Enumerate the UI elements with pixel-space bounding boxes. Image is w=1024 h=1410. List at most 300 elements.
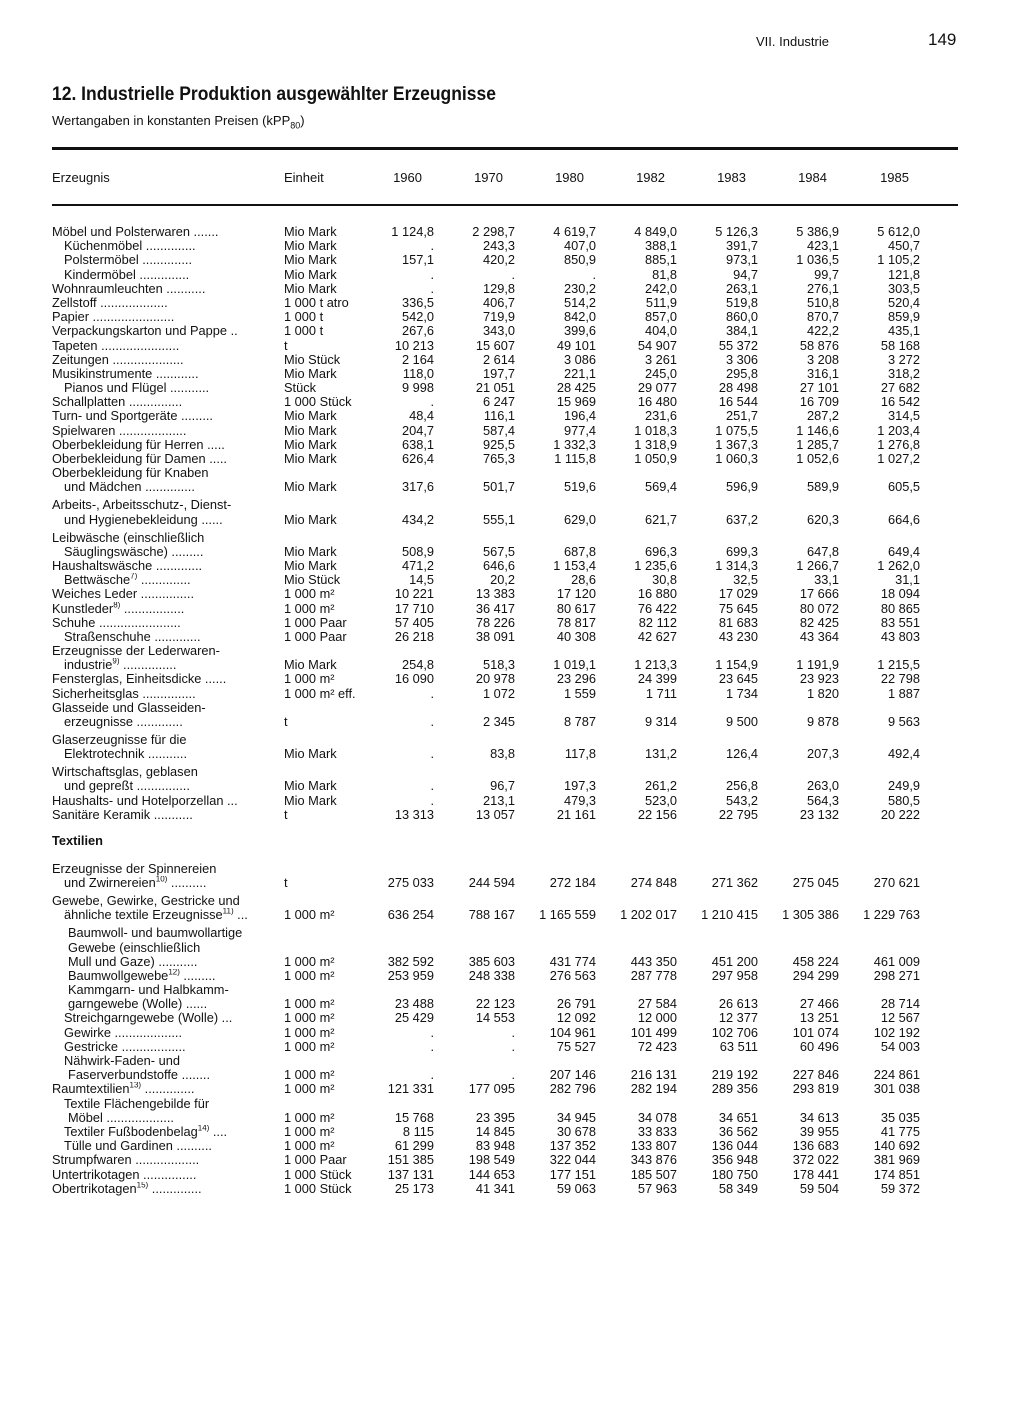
value-cell: 136 683 xyxy=(792,1138,839,1154)
table-row xyxy=(0,733,1024,747)
leader-dots: ......... xyxy=(179,968,216,983)
value-cell: 636 254 xyxy=(387,907,434,923)
value-cell: 31,1 xyxy=(895,572,920,588)
table-row xyxy=(0,765,1024,779)
value-cell: 157,1 xyxy=(401,252,434,268)
unit-cell: Mio Mark xyxy=(284,224,337,239)
value-cell: 1 711 xyxy=(645,685,677,701)
value-cell: 25 173 xyxy=(394,1180,434,1196)
value-cell: 3 306 xyxy=(725,351,758,367)
value-cell: 1 318,9 xyxy=(634,436,677,452)
value-cell: . xyxy=(430,792,434,808)
value-cell: 1 559 xyxy=(563,685,596,701)
value-cell: 1 050,9 xyxy=(634,451,677,466)
unit-cell: Mio Mark xyxy=(284,657,337,673)
unit-cell: Mio Mark xyxy=(284,511,337,527)
product-label xyxy=(52,808,266,822)
value-cell: 219 192 xyxy=(711,1067,758,1083)
value-cell: 27 466 xyxy=(799,996,839,1012)
value-cell: 26 791 xyxy=(556,996,596,1012)
product-name: Raumtextilien xyxy=(52,1082,130,1097)
value-cell: 870,7 xyxy=(806,309,839,325)
table-row xyxy=(0,1182,1024,1196)
value-cell: 303,5 xyxy=(887,280,920,296)
table-row xyxy=(0,1125,1024,1139)
value-cell: 1 276,8 xyxy=(877,436,920,452)
value-cell: 34 945 xyxy=(556,1109,596,1125)
value-cell: 596,9 xyxy=(725,479,758,495)
product-label xyxy=(52,424,266,438)
table-row xyxy=(0,409,1024,423)
value-cell: 2 614 xyxy=(482,351,515,367)
value-cell: 1 202 017 xyxy=(620,907,677,923)
unit-cell: 1 000 m² xyxy=(284,586,335,602)
unit-cell: Mio Mark xyxy=(284,280,337,296)
value-cell: 80 072 xyxy=(799,600,839,616)
value-cell: 13 313 xyxy=(394,806,434,822)
value-cell: 25 429 xyxy=(394,1010,434,1026)
value-cell: 36 562 xyxy=(718,1123,758,1139)
value-cell: 22 123 xyxy=(475,996,515,1012)
product-label xyxy=(52,587,266,601)
value-cell: 49 101 xyxy=(556,337,596,353)
value-cell: 1 367,3 xyxy=(715,436,758,452)
value-cell: . xyxy=(511,1038,515,1054)
product-name: Elektrotechnik ........... xyxy=(64,747,188,762)
leader-dots: ............... xyxy=(119,658,177,673)
unit-cell: Mio Mark xyxy=(284,252,337,268)
value-cell: 9 314 xyxy=(644,714,677,729)
value-cell: 21 051 xyxy=(475,380,515,396)
value-cell: 185 507 xyxy=(630,1166,677,1182)
product-name: Gewebe, Gewirke, Gestricke und xyxy=(52,894,240,909)
value-cell: 298 271 xyxy=(873,967,920,983)
unit-cell: Mio Mark xyxy=(284,365,337,381)
value-cell: 12 000 xyxy=(637,1010,677,1026)
table-row xyxy=(0,672,1024,686)
value-cell: 16 480 xyxy=(637,394,677,410)
product-label xyxy=(52,644,266,658)
table-row xyxy=(0,1026,1024,1040)
value-cell: 253 959 xyxy=(387,967,434,983)
table-row xyxy=(0,1011,1024,1025)
product-name: Gestricke .................. xyxy=(64,1039,186,1054)
table-row xyxy=(0,997,1024,1011)
value-cell: 314,5 xyxy=(887,408,920,424)
section-heading: Textilien xyxy=(52,833,103,848)
product-name: Spielwaren ................... xyxy=(52,423,187,438)
unit-cell: 1 000 t xyxy=(284,309,324,325)
product-label xyxy=(52,672,266,686)
value-cell: 514,2 xyxy=(563,294,596,310)
value-cell: 13 057 xyxy=(475,806,515,822)
value-cell: 22 156 xyxy=(637,806,677,822)
table-row xyxy=(0,452,1024,466)
product-name: Baumwoll- und baumwollartige xyxy=(68,926,243,941)
value-cell: 17 710 xyxy=(394,600,434,616)
value-cell: 126,4 xyxy=(725,746,758,762)
value-cell: 508,9 xyxy=(401,543,434,559)
unit-cell: 1 000 m² xyxy=(284,600,335,616)
value-cell: 9 500 xyxy=(725,714,758,729)
product-name: Kammgarn- und Halbkamm- xyxy=(68,983,229,998)
value-cell: 83 948 xyxy=(475,1138,515,1154)
product-label xyxy=(64,239,266,253)
unit-cell: 1 000 m² xyxy=(284,907,335,923)
unit-cell: 1 000 m² xyxy=(284,1024,335,1040)
product-name: Baumwollgewebe xyxy=(68,968,169,983)
value-cell: 78 817 xyxy=(556,614,596,630)
value-cell: 270 621 xyxy=(873,875,920,891)
product-name: Wohnraumleuchten ........... xyxy=(52,281,206,296)
value-cell: 101 499 xyxy=(630,1024,677,1040)
value-cell: 471,2 xyxy=(401,557,434,573)
value-cell: 15 607 xyxy=(475,337,515,353)
value-cell: 263,0 xyxy=(806,778,839,794)
table-row xyxy=(0,225,1024,239)
unit-cell: 1 000 m² xyxy=(284,996,335,1012)
table-row xyxy=(0,268,1024,282)
value-cell: 1 820 xyxy=(806,685,839,701)
value-cell: 17 666 xyxy=(799,586,839,602)
product-label xyxy=(64,747,266,761)
value-cell: 207,3 xyxy=(806,746,839,762)
subtitle-subscript: 80 xyxy=(290,120,301,131)
table-row xyxy=(0,1040,1024,1054)
product-label xyxy=(52,687,266,701)
product-name: und gepreßt ............... xyxy=(64,779,190,794)
value-cell: . xyxy=(511,1067,515,1083)
product-name: Weiches Leder ............... xyxy=(52,587,195,602)
value-cell: 24 399 xyxy=(637,671,677,687)
table-row xyxy=(0,381,1024,395)
footnote-marker: 7) xyxy=(130,573,138,581)
value-cell: 1 235,6 xyxy=(634,557,677,573)
value-cell: 136 044 xyxy=(711,1138,758,1154)
product-label xyxy=(52,1182,266,1196)
product-name: Haushaltswäsche ............. xyxy=(52,558,203,573)
value-cell: 15 969 xyxy=(556,394,596,410)
value-cell: 80 865 xyxy=(880,600,920,616)
unit-cell: t xyxy=(284,806,288,822)
value-cell: 9 878 xyxy=(806,714,839,729)
value-cell: 23 296 xyxy=(556,671,596,687)
product-name: Tülle und Gardinen .......... xyxy=(64,1139,212,1154)
column-header-year: 1960 xyxy=(393,170,422,185)
value-cell: 3 086 xyxy=(563,351,596,367)
value-cell: 17 120 xyxy=(556,586,596,602)
product-label xyxy=(52,559,266,573)
product-name: Kunstleder xyxy=(52,601,114,616)
value-cell: 8 115 xyxy=(402,1123,434,1139)
product-label xyxy=(52,367,266,381)
table-row xyxy=(0,498,1024,512)
value-cell: 244 594 xyxy=(468,875,515,891)
value-cell: 1 146,6 xyxy=(796,422,839,438)
product-label xyxy=(52,339,266,353)
product-label xyxy=(52,1082,266,1096)
table-row xyxy=(0,794,1024,808)
value-cell: 1 060,3 xyxy=(715,451,758,466)
unit-cell: 1 000 m² xyxy=(284,1138,335,1154)
value-cell: 336,5 xyxy=(401,294,434,310)
value-cell: 30,8 xyxy=(652,572,677,588)
value-cell: 10 221 xyxy=(394,586,434,602)
value-cell: 242,0 xyxy=(644,280,677,296)
value-cell: 196,4 xyxy=(563,408,596,424)
product-label xyxy=(64,253,266,267)
value-cell: 133 807 xyxy=(630,1138,677,1154)
value-cell: 16 544 xyxy=(718,394,758,410)
product-name: Wirtschaftsglas, geblasen xyxy=(52,765,198,780)
product-label xyxy=(68,941,266,955)
value-cell: 29 077 xyxy=(637,380,677,396)
product-label xyxy=(64,1125,266,1139)
value-cell: 230,2 xyxy=(563,280,596,296)
product-name: Nähwirk-Faden- und xyxy=(64,1054,180,1068)
value-cell: 14 845 xyxy=(475,1123,515,1139)
value-cell: 20 222 xyxy=(880,806,920,822)
product-name: Küchenmöbel .............. xyxy=(64,239,196,254)
product-name: Gewebe (einschließlich xyxy=(68,940,201,955)
unit-cell: 1 000 t atro xyxy=(284,294,349,310)
product-label xyxy=(52,324,266,338)
value-cell: 197,7 xyxy=(482,365,515,381)
product-label xyxy=(64,715,266,729)
value-cell: 316,1 xyxy=(806,365,839,381)
value-cell: 16 542 xyxy=(880,394,920,410)
value-cell: 295,8 xyxy=(725,365,758,381)
value-cell: 54 907 xyxy=(637,337,677,353)
value-cell: 1 229 763 xyxy=(863,907,920,923)
product-name: Schallplatten ............... xyxy=(52,395,183,410)
value-cell: 118,0 xyxy=(402,365,434,381)
value-cell: 423,1 xyxy=(806,238,839,254)
unit-cell: 1 000 Paar xyxy=(284,628,347,644)
value-cell: 38 091 xyxy=(475,628,515,644)
value-cell: 16 090 xyxy=(394,671,434,687)
leader-dots: ... xyxy=(233,908,248,923)
table-row xyxy=(0,1111,1024,1125)
value-cell: 3 261 xyxy=(644,351,677,367)
unit-cell: 1 000 m² xyxy=(284,1109,335,1125)
footnote-marker: 15) xyxy=(136,1181,149,1190)
value-cell: 399,6 xyxy=(563,323,596,339)
product-label xyxy=(52,733,266,747)
value-cell: 177 095 xyxy=(468,1081,515,1097)
value-cell: 765,3 xyxy=(482,451,515,466)
value-cell: 385 603 xyxy=(468,953,515,969)
value-cell: 511,9 xyxy=(645,294,677,310)
value-cell: 973,1 xyxy=(725,252,758,268)
value-cell: 12 377 xyxy=(718,1010,758,1026)
unit-cell: Mio Mark xyxy=(284,238,337,254)
table-row xyxy=(0,955,1024,969)
value-cell: 221,1 xyxy=(563,365,596,381)
column-header-year: 1970 xyxy=(474,170,503,185)
table-row xyxy=(0,926,1024,940)
value-cell: 101 074 xyxy=(792,1024,839,1040)
value-cell: 35 035 xyxy=(880,1109,920,1125)
unit-cell: 1 000 t xyxy=(284,323,324,339)
value-cell: 83 551 xyxy=(880,614,920,630)
value-cell: 15 768 xyxy=(394,1109,434,1125)
value-cell: 4 619,7 xyxy=(553,224,596,239)
table-row xyxy=(0,531,1024,545)
product-name: Papier ....................... xyxy=(52,310,175,325)
value-cell: 39 955 xyxy=(799,1123,839,1139)
table-row xyxy=(0,324,1024,338)
product-name: ähnliche textile Erzeugnisse xyxy=(64,908,223,923)
product-label xyxy=(68,1111,266,1125)
table-row xyxy=(0,908,1024,926)
header-rule xyxy=(52,204,958,206)
product-name: Textiler Fußbodenbelag xyxy=(64,1124,198,1139)
table-row xyxy=(0,513,1024,531)
column-header-product: Erzeugnis xyxy=(52,170,110,185)
value-cell: 719,9 xyxy=(482,309,515,325)
value-cell: 28 425 xyxy=(556,380,596,396)
table-row xyxy=(0,339,1024,353)
column-header-year: 1983 xyxy=(717,170,746,185)
value-cell: 1 075,5 xyxy=(715,422,758,438)
product-label xyxy=(52,1168,266,1182)
product-name: Musikinstrumente ............ xyxy=(52,366,199,381)
product-label xyxy=(52,602,266,616)
value-cell: 5 126,3 xyxy=(715,224,758,239)
value-cell: 23 923 xyxy=(799,671,839,687)
value-cell: 174 851 xyxy=(873,1166,920,1182)
unit-cell: Mio Mark xyxy=(284,479,337,495)
value-cell: 479,3 xyxy=(563,792,596,808)
unit-cell: Stück xyxy=(284,380,317,396)
value-cell: 2 345 xyxy=(482,714,515,729)
product-label xyxy=(52,794,266,808)
table-row xyxy=(0,545,1024,559)
value-cell: 1 018,3 xyxy=(634,422,677,438)
value-cell: 2 298,7 xyxy=(472,224,515,239)
value-cell: 859,9 xyxy=(887,309,920,325)
value-cell: 16 709 xyxy=(799,394,839,410)
value-cell: 422,2 xyxy=(806,323,839,339)
unit-cell: 1 000 Stück xyxy=(284,1180,352,1196)
product-label xyxy=(52,531,266,545)
value-cell: 282 194 xyxy=(630,1081,677,1097)
value-cell: 388,1 xyxy=(644,238,677,254)
value-cell: 1 215,5 xyxy=(877,657,920,673)
value-cell: 850,9 xyxy=(563,252,596,268)
value-cell: 121 331 xyxy=(387,1081,434,1097)
product-name: Glaserzeugnisse für die xyxy=(52,733,187,747)
value-cell: . xyxy=(511,266,515,282)
product-label xyxy=(64,480,266,494)
value-cell: . xyxy=(430,266,434,282)
value-cell: 925,5 xyxy=(482,436,515,452)
value-cell: 1 036,5 xyxy=(796,252,839,268)
value-cell: 317,6 xyxy=(401,479,434,495)
footnote-marker: 13) xyxy=(129,1082,142,1091)
table-body xyxy=(0,225,1024,1196)
value-cell: 30 678 xyxy=(556,1123,596,1139)
value-cell: 842,0 xyxy=(563,309,596,325)
unit-cell: 1 000 m² xyxy=(284,671,335,687)
value-cell: 520,4 xyxy=(887,294,920,310)
value-cell: . xyxy=(430,1038,434,1054)
value-cell: 510,8 xyxy=(806,294,839,310)
value-cell: 564,3 xyxy=(806,792,839,808)
value-cell: 8 787 xyxy=(563,714,596,729)
value-cell: 407,0 xyxy=(563,238,596,254)
value-cell: . xyxy=(430,778,434,794)
product-label xyxy=(52,395,266,409)
footnote-marker: 8) xyxy=(113,601,121,610)
table-row xyxy=(0,424,1024,438)
product-name: Glasseide und Glasseiden- xyxy=(52,700,206,715)
unit-cell: 1 000 m² xyxy=(284,1067,335,1083)
value-cell: 1 332,3 xyxy=(553,436,596,452)
unit-cell: t xyxy=(284,875,288,891)
unit-cell: 1 000 m² xyxy=(284,967,335,983)
value-cell: 43 803 xyxy=(880,628,920,644)
value-cell: 99,7 xyxy=(814,266,839,282)
value-cell: 443 350 xyxy=(630,953,677,969)
product-label xyxy=(52,452,266,466)
value-cell: 23 132 xyxy=(799,806,839,822)
value-cell: 1 210 415 xyxy=(701,907,758,923)
unit-cell: Mio Stück xyxy=(284,572,341,588)
value-cell: 1 153,4 xyxy=(553,557,596,573)
value-cell: 788 167 xyxy=(468,907,515,923)
unit-cell: 1 000 m² eff. xyxy=(284,685,356,701)
product-label xyxy=(68,926,266,940)
value-cell: 404,0 xyxy=(644,323,677,339)
product-label xyxy=(64,1139,266,1153)
value-cell: 343 876 xyxy=(630,1152,677,1168)
value-cell: 72 423 xyxy=(637,1038,677,1054)
product-label xyxy=(52,296,266,310)
column-header-year: 1980 xyxy=(555,170,584,185)
value-cell: 1 305 386 xyxy=(782,907,839,923)
value-cell: 40 308 xyxy=(556,628,596,644)
value-cell: 9 998 xyxy=(401,380,434,396)
value-cell: 23 395 xyxy=(475,1109,515,1125)
table-row xyxy=(0,310,1024,324)
value-cell: 27 101 xyxy=(799,380,839,396)
value-cell: 14 553 xyxy=(475,1010,515,1026)
product-name: industrie xyxy=(64,658,113,673)
value-cell: 431 774 xyxy=(549,953,596,969)
unit-cell: t xyxy=(284,714,288,729)
value-cell: 42 627 xyxy=(637,628,677,644)
value-cell: 391,7 xyxy=(725,238,758,254)
value-cell: 343,0 xyxy=(482,323,515,339)
table-row xyxy=(0,644,1024,658)
value-cell: 151 385 xyxy=(387,1152,434,1168)
product-name: Möbel ................... xyxy=(68,1110,174,1125)
table-row xyxy=(0,983,1024,997)
footnote-marker: 12) xyxy=(168,968,180,977)
product-name: Fensterglas, Einheitsdicke ...... xyxy=(52,672,227,687)
value-cell: 58 876 xyxy=(799,337,839,353)
value-cell: 276,1 xyxy=(806,280,839,296)
value-cell: 699,3 xyxy=(725,543,758,559)
value-cell: 977,4 xyxy=(563,422,596,438)
value-cell: 254,8 xyxy=(401,657,434,673)
product-name: Erzeugnisse der Lederwaren- xyxy=(52,644,220,659)
product-label xyxy=(52,498,266,512)
value-cell: 144 653 xyxy=(468,1166,515,1182)
value-cell: 224 861 xyxy=(873,1067,920,1083)
